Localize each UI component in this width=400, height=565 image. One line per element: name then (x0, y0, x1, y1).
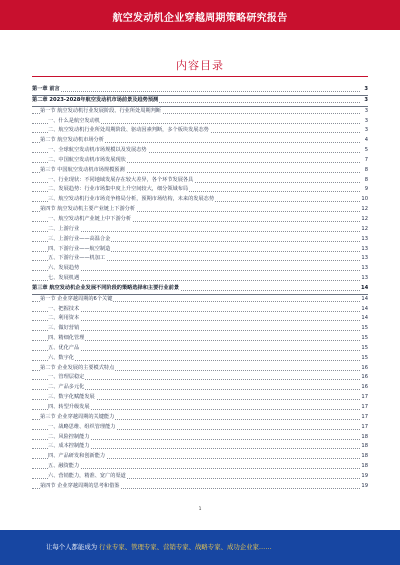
toc-entry[interactable] (32, 107, 368, 117)
toc-entry-title: 第一章 前言 (32, 85, 61, 95)
toc-entry-title: 第二节 企业发展的主要模式特点 (40, 364, 115, 374)
toc-list (32, 85, 368, 492)
toc-entry[interactable] (32, 344, 368, 354)
toc-entry[interactable] (32, 166, 368, 176)
toc-entry-page: 5 (361, 146, 368, 156)
toc-dot-leader (32, 270, 360, 271)
toc-entry-title: 一、航空发动机产业链上中下游分析 (48, 215, 132, 225)
toc-dot-leader (32, 320, 360, 321)
toc-entry[interactable] (32, 295, 368, 305)
toc-dot-leader (32, 468, 360, 469)
toc-entry-title: 四、精细化管理 (48, 334, 85, 344)
toc-entry-title: 第四节 企业穿越周期的思考和借鉴 (40, 482, 120, 492)
toc-entry[interactable] (32, 146, 368, 156)
toc-entry[interactable] (32, 136, 368, 146)
toc-entry-page: 13 (361, 235, 368, 245)
toc-entry-title: 第一节 航空发动机行业发展阶段、行业所处周期判断 (40, 107, 162, 117)
toc-dot-leader (32, 350, 360, 351)
toc-entry[interactable] (32, 117, 368, 127)
toc-entry-page: 7 (361, 156, 368, 166)
toc-entry-page: 3 (361, 117, 368, 127)
toc-entry-title: 二、中国航空发动机市场发展现状 (48, 156, 127, 166)
toc-entry-page: 8 (361, 166, 368, 176)
toc-dot-leader (32, 280, 360, 281)
toc-dot-leader (32, 360, 360, 361)
toc-entry-title: 三、成本控制能力 (48, 442, 91, 452)
toc-entry[interactable] (32, 423, 368, 433)
toc-dot-leader (32, 311, 360, 312)
toc-entry-page: 15 (361, 334, 368, 344)
toc-entry-title: 二、利用资本 (48, 314, 80, 324)
footer-slogan-lead: 让每个人都能成为 (46, 543, 98, 551)
toc-entry[interactable] (32, 334, 368, 344)
toc-entry-page: 14 (361, 305, 368, 315)
toc-entry-title: 六、营销能力，精准、宽广的渠道 (48, 472, 127, 482)
toc-entry[interactable] (32, 195, 368, 205)
footer-banner (0, 530, 400, 565)
toc-entry-title: 三、做好营销 (48, 324, 80, 334)
toc-entry[interactable] (32, 245, 368, 255)
toc-entry-page: 16 (361, 373, 368, 383)
toc-entry[interactable] (32, 413, 368, 423)
toc-entry-page: 13 (361, 264, 368, 274)
toc-entry-title: 二、上游行业 (48, 225, 80, 235)
toc-entry[interactable] (32, 452, 368, 462)
toc-entry-title: 第三节 中国航空发动机市场规模预测 (40, 166, 126, 176)
toc-entry-title: 三、航空发动机行业市场竞争格局分析，预期市场结构，未来的发展态势 (48, 195, 215, 205)
toc-entry-page: 3 (361, 126, 368, 136)
toc-entry[interactable] (32, 225, 368, 235)
toc-dot-leader (32, 231, 360, 232)
toc-entry[interactable] (32, 314, 368, 324)
toc-entry-page: 19 (361, 482, 368, 492)
toc-entry-page: 14 (361, 314, 368, 324)
toc-entry[interactable] (32, 472, 368, 482)
toc-entry-title: 一、管理层稳定 (48, 373, 85, 383)
toc-entry-page: 17 (361, 393, 368, 403)
toc-entry-page: 15 (361, 344, 368, 354)
toc-entry-title: 一、什么是航空发动机 (48, 117, 101, 127)
toc-entry-page: 17 (361, 403, 368, 413)
toc-entry-title: 三、数字化赋能发展 (48, 393, 96, 403)
toc-entry-title: 第一节 企业穿越周期的6个关键 (40, 295, 113, 305)
toc-entry[interactable] (32, 383, 368, 393)
toc-entry-page: 13 (361, 245, 368, 255)
toc-heading: 内容目录 (176, 59, 224, 72)
report-header-bar (0, 0, 400, 30)
toc-entry-page: 17 (361, 423, 368, 433)
toc-entry[interactable] (32, 462, 368, 472)
toc-entry[interactable] (32, 324, 368, 334)
footer-slogan (46, 542, 272, 551)
toc-entry-title: 六、数字化 (48, 354, 75, 364)
toc-entry-title: 二、航空发动机行业所处周期阶段、驱动因素判断，多个板块发展态势 (48, 126, 210, 136)
toc-entry-title: 五、融资能力 (48, 462, 80, 472)
toc-entry-title: 一、把握技术 (48, 305, 80, 315)
toc-entry-title: 第三节 企业穿越周期的关键能力 (40, 413, 115, 423)
toc-entry[interactable] (32, 215, 368, 225)
toc-entry-title: 第二节 航空发动机市场分析 (40, 136, 105, 146)
toc-entry-page: 12 (361, 205, 368, 215)
toc-entry[interactable] (32, 403, 368, 413)
toc-entry-page: 17 (361, 413, 368, 423)
page-number: 1 (198, 507, 202, 512)
footer-slogan-roles: 行业专家、管理专家、营销专家、战略专家、成功企业家…… (99, 543, 272, 551)
toc-entry-page: 18 (361, 442, 368, 452)
toc-entry[interactable] (32, 284, 368, 295)
toc-entry-title: 一、全球航空发动机市场规模以及发展态势 (48, 146, 148, 156)
toc-entry-title: 第四节 航空发动机主要产业链上下游分析 (40, 205, 136, 215)
toc-entry-page: 12 (361, 215, 368, 225)
toc-entry-page: 8 (361, 176, 368, 186)
toc-entry[interactable] (32, 442, 368, 452)
toc-entry-page: 15 (361, 324, 368, 334)
toc-entry-page: 19 (361, 472, 368, 482)
toc-entry-title: 六、发展趋势 (48, 264, 80, 274)
toc-entry[interactable] (32, 373, 368, 383)
toc-entry[interactable] (32, 254, 368, 264)
toc-entry-page: 10 (361, 195, 368, 205)
toc-entry[interactable] (32, 126, 368, 136)
toc-entry-title: 二、产品多元化 (48, 383, 85, 393)
toc-entry[interactable] (32, 235, 368, 245)
toc-entry[interactable] (32, 393, 368, 403)
toc-entry-title: 二、发展趋势：行业市场集中度上升空间较大，细分领域布局 (48, 185, 189, 195)
toc-entry-page: 15 (361, 354, 368, 364)
toc-page (18, 30, 382, 530)
toc-entry[interactable] (32, 264, 368, 274)
toc-entry-title: 一、行业现状：不同地域发展存在较大差异，各个环节发展各具 (48, 176, 194, 186)
toc-entry[interactable] (32, 185, 368, 195)
toc-entry-title: 四、下游行业——航空制造 (48, 245, 111, 255)
toc-entry[interactable] (32, 85, 368, 96)
toc-entry-page: 18 (361, 433, 368, 443)
toc-entry-page: 12 (361, 225, 368, 235)
toc-entry-title: 三、上游行业——高温合金 (48, 235, 111, 245)
toc-entry-title: 七、发展机遇 (48, 274, 80, 284)
toc-entry-title: 一、战略思维、组织管理能力 (48, 423, 116, 433)
toc-entry[interactable] (32, 364, 368, 374)
toc-entry-page: 16 (361, 383, 368, 393)
report-title: 航空发动机企业穿越周期策略研究报告 (112, 13, 288, 24)
toc-entry[interactable] (32, 274, 368, 284)
toc-entry-title: 第三章 航空发动机企业发展不同阶段的策略选择和主要行业前景 (32, 284, 180, 294)
toc-entry[interactable] (32, 482, 368, 492)
toc-entry[interactable] (32, 205, 368, 215)
toc-entry-title: 四、产品研发和创新能力 (48, 452, 106, 462)
toc-entry-page: 14 (361, 295, 368, 305)
toc-entry[interactable] (32, 305, 368, 315)
toc-entry-title: 四、转型升级发展 (48, 403, 91, 413)
toc-entry-page: 9 (361, 185, 368, 195)
toc-entry-page: 13 (361, 254, 368, 264)
toc-entry-page: 13 (361, 274, 368, 284)
toc-entry-page: 14 (361, 284, 368, 294)
toc-dot-leader (32, 91, 360, 92)
toc-entry-page: 3 (361, 107, 368, 117)
toc-entry-page: 16 (361, 364, 368, 374)
toc-entry-title: 第二章 2023-2028年航空发动机市场前景及趋势预测 (32, 96, 159, 106)
toc-entry-page: 3 (361, 85, 368, 95)
toc-entry[interactable] (32, 156, 368, 166)
toc-entry-page: 4 (361, 136, 368, 146)
toc-heading-rule (32, 76, 368, 77)
toc-entry[interactable] (32, 176, 368, 186)
toc-entry[interactable] (32, 96, 368, 107)
toc-entry-title: 二、风险控制能力 (48, 433, 91, 443)
toc-entry[interactable] (32, 433, 368, 443)
toc-entry-page: 18 (361, 462, 368, 472)
toc-dot-leader (32, 330, 360, 331)
toc-entry[interactable] (32, 354, 368, 364)
toc-entry-page: 18 (361, 452, 368, 462)
toc-entry-page: 3 (361, 96, 368, 106)
toc-entry-title: 五、下游行业——机加工 (48, 254, 106, 264)
toc-entry-title: 五、优化产品 (48, 344, 80, 354)
